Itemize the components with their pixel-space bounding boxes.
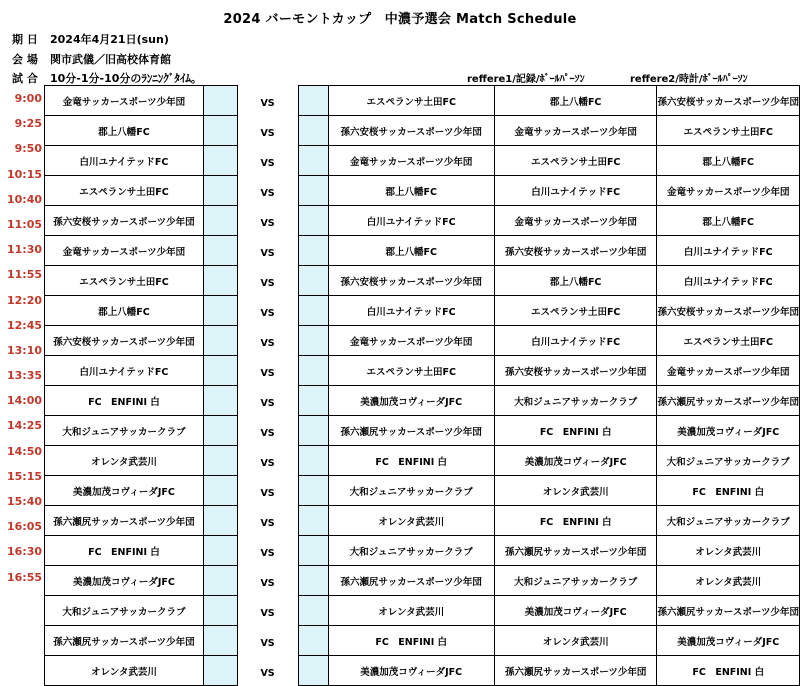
vs-label: VS xyxy=(237,446,298,476)
away-team: 美濃加茂コヴィーダJFC xyxy=(328,656,494,686)
referee2-team: 郡上八幡FC xyxy=(657,146,800,176)
referee2-team: 郡上八幡FC xyxy=(657,206,800,236)
match-time: 9:50 xyxy=(14,142,42,156)
home-team: オレンタ武芸川 xyxy=(45,656,204,686)
vs-label: VS xyxy=(237,116,298,146)
home-team: 孫六安桜サッカースポーツ少年団 xyxy=(45,326,204,356)
venue-label: 会 場 xyxy=(12,53,38,66)
referee1-team: オレンタ武芸川 xyxy=(494,626,657,656)
match-time: 14:25 xyxy=(6,419,42,433)
away-team: 大和ジュニアサッカークラブ xyxy=(328,536,494,566)
match-time: 12:45 xyxy=(6,318,42,332)
home-team: 大和ジュニアサッカークラブ xyxy=(45,596,204,626)
date-row xyxy=(12,31,169,47)
away-score xyxy=(298,356,328,386)
vs-label: VS xyxy=(237,476,298,506)
vs-label: VS xyxy=(237,326,298,356)
referee2-team: オレンタ武芸川 xyxy=(657,566,800,596)
referee2-team: 金竜サッカースポーツ少年団 xyxy=(657,356,800,386)
home-team: 孫六安桜サッカースポーツ少年団 xyxy=(45,206,204,236)
match-time: 10:40 xyxy=(6,192,42,206)
away-score xyxy=(298,236,328,266)
away-team: 白川ユナイテッドFC xyxy=(328,206,494,236)
match-format-label: 試 合 xyxy=(12,72,38,85)
referee1-team: 金竜サッカースポーツ少年団 xyxy=(494,116,657,146)
vs-label: VS xyxy=(237,506,298,536)
referee2-team: FC ENFINI 白 xyxy=(657,656,800,686)
away-team: FC ENFINI 白 xyxy=(328,626,494,656)
referee1-team: 大和ジュニアサッカークラブ xyxy=(494,386,657,416)
referee2-team: 美濃加茂コヴィーダJFC xyxy=(657,416,800,446)
vs-label: VS xyxy=(237,656,298,686)
table-row xyxy=(45,236,800,266)
home-score xyxy=(203,536,237,566)
home-score xyxy=(203,626,237,656)
referee1-team: エスペランサ土田FC xyxy=(494,296,657,326)
match-time: 9:25 xyxy=(14,117,42,131)
match-time: 11:05 xyxy=(6,217,42,231)
table-row xyxy=(45,566,800,596)
vs-label: VS xyxy=(237,626,298,656)
referee2-team: 大和ジュニアサッカークラブ xyxy=(657,446,800,476)
referee1-team: 孫六瀬尻サッカースポーツ少年団 xyxy=(494,536,657,566)
away-team: オレンタ武芸川 xyxy=(328,506,494,536)
away-score xyxy=(298,596,328,626)
vs-label: VS xyxy=(237,146,298,176)
home-team: エスペランサ土田FC xyxy=(45,176,204,206)
home-score xyxy=(203,266,237,296)
referee1-team: FC ENFINI 白 xyxy=(494,506,657,536)
referee1-team: 白川ユナイテッドFC xyxy=(494,176,657,206)
home-score xyxy=(203,176,237,206)
away-score xyxy=(298,176,328,206)
away-score xyxy=(298,266,328,296)
away-score xyxy=(298,506,328,536)
referee1-team: FC ENFINI 白 xyxy=(494,416,657,446)
home-team: 白川ユナイテッドFC xyxy=(45,356,204,386)
table-row xyxy=(45,416,800,446)
table-row xyxy=(45,116,800,146)
referee2-team: エスペランサ土田FC xyxy=(657,326,800,356)
table-row xyxy=(45,626,800,656)
home-score xyxy=(203,326,237,356)
home-score xyxy=(203,356,237,386)
referee2-team: 金竜サッカースポーツ少年団 xyxy=(657,176,800,206)
referee1-team: 大和ジュニアサッカークラブ xyxy=(494,566,657,596)
match-time: 13:10 xyxy=(6,343,42,357)
away-team: FC ENFINI 白 xyxy=(328,446,494,476)
away-team: エスペランサ土田FC xyxy=(328,356,494,386)
referee2-team: オレンタ武芸川 xyxy=(657,536,800,566)
vs-label: VS xyxy=(237,86,298,116)
home-team: オレンタ武芸川 xyxy=(45,446,204,476)
away-score xyxy=(298,116,328,146)
vs-label: VS xyxy=(237,416,298,446)
table-row xyxy=(45,536,800,566)
table-row xyxy=(45,146,800,176)
vs-label: VS xyxy=(237,296,298,326)
vs-label: VS xyxy=(237,236,298,266)
home-team: 孫六瀬尻サッカースポーツ少年団 xyxy=(45,626,204,656)
match-time: 12:20 xyxy=(6,293,42,307)
home-score xyxy=(203,596,237,626)
schedule-table xyxy=(44,85,800,686)
vs-label: VS xyxy=(237,536,298,566)
home-score xyxy=(203,416,237,446)
home-score xyxy=(203,446,237,476)
date-value: 2024年4月21日(sun) xyxy=(50,33,169,46)
home-team: 孫六瀬尻サッカースポーツ少年団 xyxy=(45,506,204,536)
home-team: 郡上八幡FC xyxy=(45,116,204,146)
referee2-header: reffere2/時計/ﾎﾞｰﾙﾊﾟｰｿﾝ xyxy=(630,74,748,85)
referee1-team: 郡上八幡FC xyxy=(494,86,657,116)
away-team: 金竜サッカースポーツ少年団 xyxy=(328,146,494,176)
referee2-team: 孫六瀬尻サッカースポーツ少年団 xyxy=(657,386,800,416)
home-score xyxy=(203,236,237,266)
table-row xyxy=(45,476,800,506)
table-row xyxy=(45,326,800,356)
referee2-team: 孫六瀬尻サッカースポーツ少年団 xyxy=(657,596,800,626)
away-team: 郡上八幡FC xyxy=(328,176,494,206)
away-team: エスペランサ土田FC xyxy=(328,86,494,116)
venue-row xyxy=(12,51,171,67)
away-score xyxy=(298,416,328,446)
away-team: 孫六安桜サッカースポーツ少年団 xyxy=(328,266,494,296)
match-time: 14:00 xyxy=(6,394,42,408)
referee2-team: 白川ユナイテッドFC xyxy=(657,236,800,266)
table-row xyxy=(45,206,800,236)
table-row xyxy=(45,296,800,326)
referee1-team: 孫六安桜サッカースポーツ少年団 xyxy=(494,356,657,386)
home-team: 美濃加茂コヴィーダJFC xyxy=(45,566,204,596)
away-score xyxy=(298,386,328,416)
away-score xyxy=(298,296,328,326)
away-score xyxy=(298,566,328,596)
table-row xyxy=(45,656,800,686)
referee1-team: 美濃加茂コヴィーダJFC xyxy=(494,446,657,476)
away-score xyxy=(298,626,328,656)
match-time: 10:15 xyxy=(6,167,42,181)
referee2-team: エスペランサ土田FC xyxy=(657,116,800,146)
away-team: 白川ユナイテッドFC xyxy=(328,296,494,326)
match-time: 16:05 xyxy=(6,520,42,534)
vs-label: VS xyxy=(237,176,298,206)
referee2-team: FC ENFINI 白 xyxy=(657,476,800,506)
home-score xyxy=(203,146,237,176)
vs-label: VS xyxy=(237,356,298,386)
referee1-team: 孫六瀬尻サッカースポーツ少年団 xyxy=(494,656,657,686)
vs-label: VS xyxy=(237,206,298,236)
referee2-team: 美濃加茂コヴィーダJFC xyxy=(657,626,800,656)
home-score xyxy=(203,86,237,116)
referee2-team: 白川ユナイテッドFC xyxy=(657,266,800,296)
table-row xyxy=(45,596,800,626)
page-title: 2024 バーモントカップ 中濃予選会 Match Schedule xyxy=(223,12,577,27)
home-team: 白川ユナイテッドFC xyxy=(45,146,204,176)
table-row xyxy=(45,386,800,416)
match-format-row xyxy=(12,70,202,86)
home-team: FC ENFINI 白 xyxy=(45,386,204,416)
home-team: エスペランサ土田FC xyxy=(45,266,204,296)
table-row xyxy=(45,446,800,476)
venue-value: 関市武儀／旧高校体育館 xyxy=(50,53,171,66)
away-score xyxy=(298,326,328,356)
away-score xyxy=(298,536,328,566)
match-time: 16:55 xyxy=(6,570,42,584)
vs-label: VS xyxy=(237,566,298,596)
match-time: 11:55 xyxy=(6,268,42,282)
table-row xyxy=(45,176,800,206)
match-time: 15:15 xyxy=(6,469,42,483)
home-score xyxy=(203,296,237,326)
home-team: 金竜サッカースポーツ少年団 xyxy=(45,86,204,116)
away-team: 孫六瀬尻サッカースポーツ少年団 xyxy=(328,566,494,596)
away-team: 孫六瀬尻サッカースポーツ少年団 xyxy=(328,416,494,446)
vs-label: VS xyxy=(237,596,298,626)
referee1-team: 白川ユナイテッドFC xyxy=(494,326,657,356)
home-score xyxy=(203,566,237,596)
referee1-header: reffere1/記録/ﾎﾞｰﾙﾊﾟｰｿﾝ xyxy=(467,74,585,85)
match-time: 9:00 xyxy=(14,92,42,105)
home-score xyxy=(203,386,237,416)
match-time: 16:30 xyxy=(6,545,42,559)
vs-label: VS xyxy=(237,266,298,296)
away-score xyxy=(298,446,328,476)
home-team: 美濃加茂コヴィーダJFC xyxy=(45,476,204,506)
time-column xyxy=(0,85,42,589)
match-time: 13:35 xyxy=(6,369,42,383)
away-score xyxy=(298,206,328,236)
away-team: 孫六安桜サッカースポーツ少年団 xyxy=(328,116,494,146)
referee1-team: 金竜サッカースポーツ少年団 xyxy=(494,206,657,236)
referee2-team: 孫六安桜サッカースポーツ少年団 xyxy=(657,86,800,116)
home-team: 大和ジュニアサッカークラブ xyxy=(45,416,204,446)
away-team: 美濃加茂コヴィーダJFC xyxy=(328,386,494,416)
referee1-team: 美濃加茂コヴィーダJFC xyxy=(494,596,657,626)
vs-label: VS xyxy=(237,386,298,416)
referee2-team: 大和ジュニアサッカークラブ xyxy=(657,506,800,536)
home-team: 金竜サッカースポーツ少年団 xyxy=(45,236,204,266)
table-row xyxy=(45,356,800,386)
table-row xyxy=(45,506,800,536)
home-team: FC ENFINI 白 xyxy=(45,536,204,566)
match-time: 11:30 xyxy=(6,243,42,257)
away-team: オレンタ武芸川 xyxy=(328,596,494,626)
referee2-team: 孫六安桜サッカースポーツ少年団 xyxy=(657,296,800,326)
home-score xyxy=(203,656,237,686)
home-team: 郡上八幡FC xyxy=(45,296,204,326)
home-score xyxy=(203,506,237,536)
away-team: 金竜サッカースポーツ少年団 xyxy=(328,326,494,356)
match-format-value: 10分-1分-10分のﾗﾝﾆﾝｸﾞﾀｲﾑ。 xyxy=(50,72,202,85)
away-score xyxy=(298,476,328,506)
match-time: 14:50 xyxy=(6,444,42,458)
away-team: 大和ジュニアサッカークラブ xyxy=(328,476,494,506)
referee1-team: オレンタ武芸川 xyxy=(494,476,657,506)
home-score xyxy=(203,116,237,146)
referee1-team: エスペランサ土田FC xyxy=(494,146,657,176)
table-row xyxy=(45,266,800,296)
table-row xyxy=(45,86,800,116)
referee1-team: 孫六安桜サッカースポーツ少年団 xyxy=(494,236,657,266)
away-score xyxy=(298,86,328,116)
date-label: 期 日 xyxy=(12,33,38,46)
home-score xyxy=(203,206,237,236)
away-score xyxy=(298,146,328,176)
away-score xyxy=(298,656,328,686)
away-team: 郡上八幡FC xyxy=(328,236,494,266)
home-score xyxy=(203,476,237,506)
referee1-team: 郡上八幡FC xyxy=(494,266,657,296)
match-time: 15:40 xyxy=(6,495,42,508)
